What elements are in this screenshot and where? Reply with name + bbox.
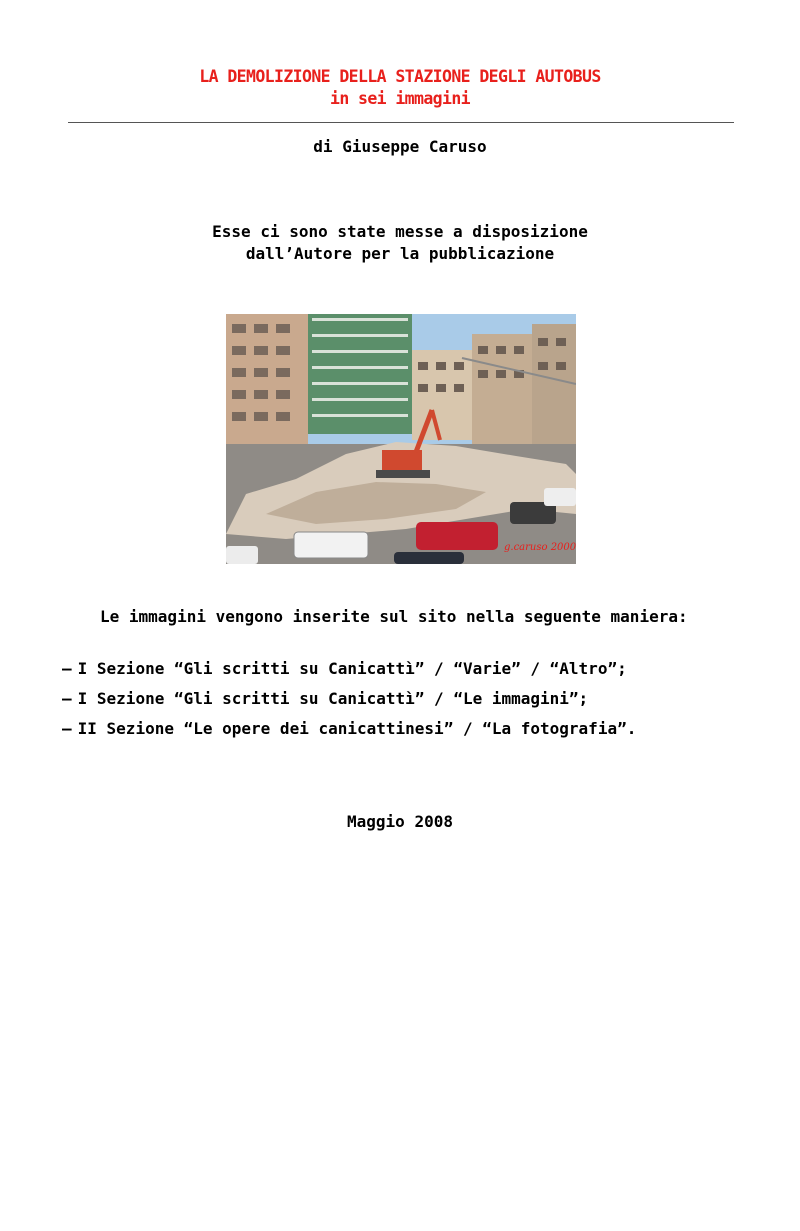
- list-dash: –: [62, 689, 72, 708]
- credit-text: [0, 221, 800, 265]
- photo-signature: g.caruso 2000: [504, 542, 576, 553]
- list-item: – II Sezione “Le opere dei canicattinesi” / “La fotografia”.: [62, 719, 637, 738]
- list-item: – I Sezione “Gli scritti su Canicattì” / “Varie” / “Altro”;: [62, 659, 627, 678]
- credit-line-1: Esse ci sono state messe a disposizione: [212, 222, 588, 241]
- title-divider: [68, 122, 734, 123]
- credit-line-2: dall’Autore per la pubblicazione: [245, 244, 555, 263]
- list-dash: –: [62, 719, 72, 738]
- title-line-2: in sei immagini: [329, 89, 470, 108]
- section-list: [62, 658, 782, 748]
- intro-paragraph: Le immagini vengono inserite sul sito nella seguente maniera:: [100, 607, 688, 626]
- author-line: di Giuseppe Caruso: [313, 137, 487, 156]
- title-line-1: LA DEMOLIZIONE DELLA STAZIONE DEGLI AUTOBUS: [199, 67, 601, 86]
- date-line: Maggio 2008: [347, 812, 453, 831]
- list-dash: –: [62, 659, 72, 678]
- page-title: [0, 66, 800, 110]
- demolition-photo: [226, 314, 576, 564]
- list-item: – I Sezione “Gli scritti su Canicattì” / “Le immagini”;: [62, 689, 589, 708]
